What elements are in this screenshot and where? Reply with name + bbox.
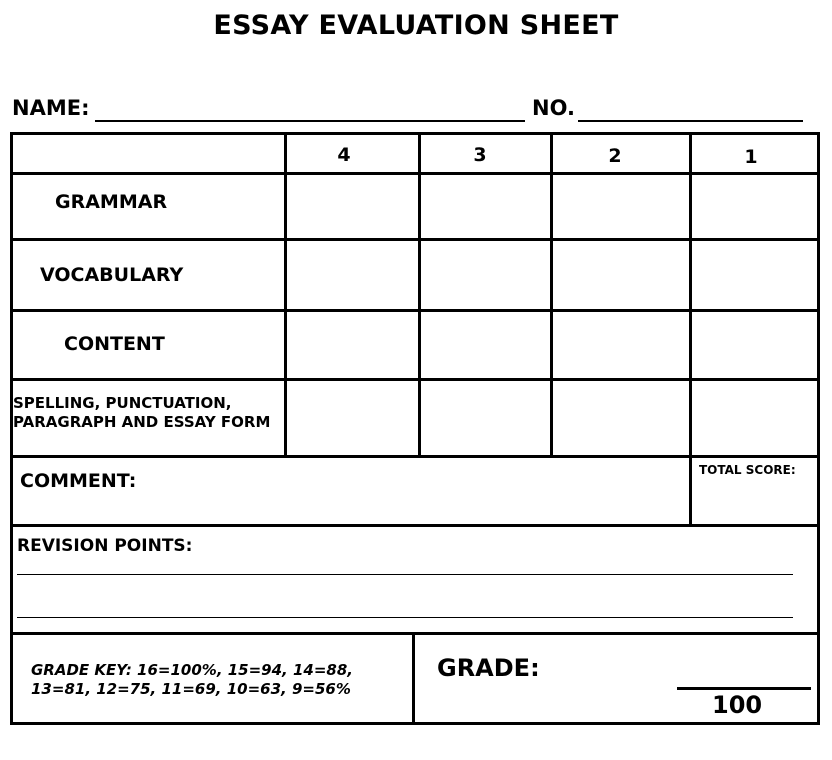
row-divider-vocabulary	[10, 309, 820, 312]
criterion-content: CONTENT	[64, 333, 165, 355]
page-title: ESSAY EVALUATION SHEET	[213, 10, 619, 41]
number-label: NO.	[532, 96, 575, 120]
total-score-label: TOTAL SCORE:	[699, 463, 796, 477]
row-divider-spelling	[10, 455, 820, 458]
row-divider-comment	[10, 524, 820, 527]
row-divider-revision	[10, 632, 820, 635]
cell-grammar-4[interactable]	[287, 175, 418, 238]
grade-label: GRADE:	[437, 654, 540, 682]
grade-key: GRADE KEY: 16=100%, 15=94, 14=88, 13=81, 12=75, 11=69, 10=63, 9=56%	[31, 661, 353, 698]
row-divider-content	[10, 378, 820, 381]
row-divider-grammar	[10, 238, 820, 241]
revision-points-label: REVISION POINTS:	[17, 536, 193, 556]
revision-line-1[interactable]	[17, 574, 793, 575]
cell-grammar-3[interactable]	[421, 175, 550, 238]
grade-denominator: 100	[712, 691, 763, 719]
comment-label: COMMENT:	[20, 470, 137, 492]
number-field-line[interactable]	[578, 120, 803, 122]
cell-grammar-1[interactable]	[692, 175, 817, 238]
score-header-1: 1	[744, 146, 758, 168]
revision-line-2[interactable]	[17, 617, 793, 618]
criterion-vocabulary: VOCABULARY	[40, 264, 184, 286]
cell-grammar-2[interactable]	[553, 175, 689, 238]
criterion-grammar: GRAMMAR	[55, 191, 168, 213]
name-field-line[interactable]	[95, 120, 525, 122]
grade-fraction-line	[677, 687, 811, 690]
score-header-4: 4	[337, 144, 351, 166]
score-header-2: 2	[608, 145, 622, 167]
score-header-3: 3	[473, 144, 487, 166]
criterion-spelling: SPELLING, PUNCTUATION, PARAGRAPH AND ESSAY FORM	[13, 394, 271, 431]
name-label: NAME:	[12, 96, 90, 120]
grade-divider	[412, 632, 415, 725]
